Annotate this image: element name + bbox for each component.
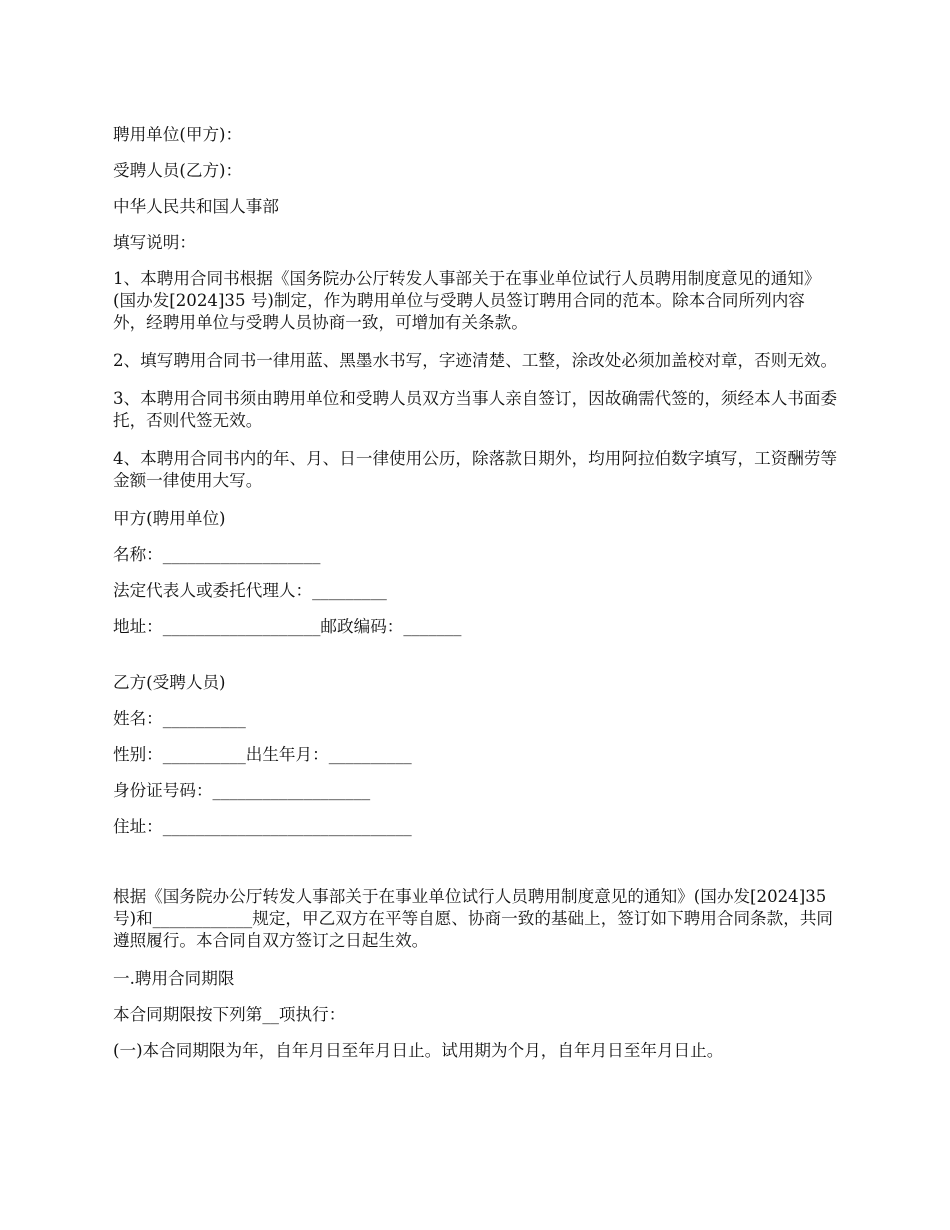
instruction-item: 1、本聘用合同书根据《国务院办公厅转发人事部关于在事业单位试行人员聘用制度意见的通知》(国办发[2024]35 号)制定，作为聘用单位与受聘人员签订聘用合同的范本。除本合同所列内容外，经聘用单位与受聘人员协商一致，可增加有关条款。 [113,269,821,332]
instruction-item: 4、本聘用合同书内的年、月、日一律使用公历，除落款日期外，均用阿拉伯数字填写，工资酬劳等金额一律使用大写。 [113,449,838,490]
instruction-item: 3、本聘用合同书须由聘用单位和受聘人员双方当事人亲自签订，因故确需代签的，须经本人书面委托，否则代签无效。 [113,389,838,430]
section-intro: 本合同期限按下列第__项执行： [113,1005,346,1024]
party-a-name-field: 名称：___________________ [113,545,321,564]
party-b-gender-birth-field: 性别：__________出生年月：__________ [113,745,412,764]
section-title: 一.聘用合同期限 [113,969,235,988]
instructions-title: 填写说明： [113,233,196,252]
basis-paragraph: 根据《国务院办公厅转发人事部关于在事业单位试行人员聘用制度意见的通知》(国办发[2024]35 号)和____________规定，甲乙双方在平等自愿、协商一致的基础上，签订如下聘用合同条款，共同遵照履行。本合同自双方签订之日起生效。 [113,887,834,950]
party-a-address-field: 地址：___________________邮政编码：_______ [113,617,462,636]
party-a-rep-field: 法定代表人或委托代理人：_________ [113,581,387,600]
spacer [113,852,838,886]
instruction-item: 2、填写聘用合同书一律用蓝、黑墨水书写，字迹清楚、工整，涂改处必须加盖校对章，否则无效。 [113,351,838,370]
employer-label: 聘用单位(甲方)： [113,125,243,144]
party-a-title: 甲方(聘用单位) [113,509,226,528]
issuer-text: 中华人民共和国人事部 [113,197,279,216]
party-b-name-field: 姓名：__________ [113,709,246,728]
party-b-address-field: 住址：______________________________ [113,817,412,836]
employee-label: 受聘人员(乙方)： [113,161,243,180]
spacer [113,652,838,672]
section-item: (一)本合同期限为年，自年月日至年月日止。试用期为个月，自年月日至年月日止。 [113,1041,724,1060]
party-b-id-field: 身份证号码：___________________ [113,781,371,800]
party-b-title: 乙方(受聘人员) [113,673,226,692]
